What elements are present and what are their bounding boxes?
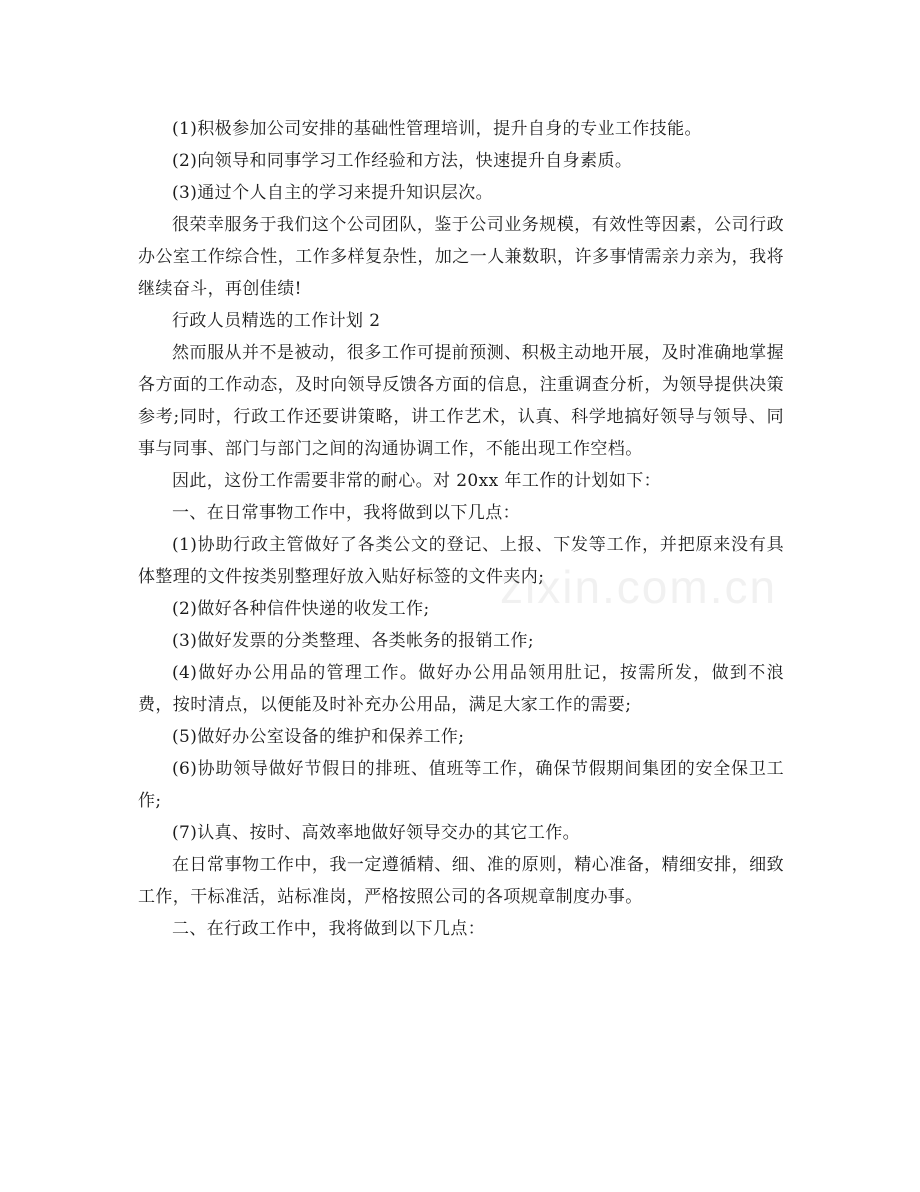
list-item-invoices: (3)做好发票的分类整理、各类帐务的报销工作;	[172, 631, 535, 651]
list-item-holiday-duty: (6)协助领导做好节假日的排班、值班等工作，确保节假期间集团的安全保卫工作;	[138, 759, 784, 811]
section-heading-plan-2: 行政人员精选的工作计划 2	[172, 311, 381, 331]
list-item-other-tasks: (7)认真、按时、高效率地做好领导交办的其它工作。	[172, 823, 581, 843]
heading-daily-affairs: 一、在日常事物工作中，我将做到以下几点：	[172, 503, 520, 523]
paragraph-daily-principles: 在日常事物工作中，我一定遵循精、细、准的原则，精心准备，精细安排，细致工作，干标准活，站标准岗，严格按照公司的各项规章制度办事。	[138, 855, 784, 907]
paragraph-self-study: (3)通过个人自主的学习来提升知识层次。	[172, 183, 494, 203]
heading-administrative-work: 二、在行政工作中，我将做到以下几点：	[172, 919, 486, 939]
list-item-documents: (1)协助行政主管做好了各类公文的登记、上报、下发等工作，并把原来没有具体整理的文件按类别整理好放入贴好标签的文件夹内;	[138, 535, 784, 587]
watermark: zixin.com.cn	[500, 561, 778, 613]
list-item-mail: (2)做好各种信件快递的收发工作;	[172, 599, 430, 619]
paragraph-closing-remarks: 很荣幸服务于我们这个公司团队，鉴于公司业务规模，有效性等因素，公司行政办公室工作综合性，工作多样复杂性，加之一人兼数职，许多事情需亲力亲为，我将继续奋斗，再创佳绩!	[138, 215, 784, 299]
paragraph-plan-intro: 因此，这份工作需要非常的耐心。对 20xx 年工作的计划如下：	[172, 471, 662, 491]
document-body	[138, 113, 784, 945]
list-item-equipment: (5)做好办公室设备的维护和保养工作;	[172, 727, 465, 747]
paragraph-training: (1)积极参加公司安排的基础性管理培训，提升自身的专业工作技能。	[172, 119, 702, 139]
list-item-office-supplies: (4)做好办公用品的管理工作。做好办公用品领用肚记，按需所发，做到不浪费，按时清点，以便能及时补充办公用品，满足大家工作的需要;	[138, 663, 784, 715]
paragraph-proactive-work: 然而服从并不是被动，很多工作可提前预测、积极主动地开展，及时准确地掌握各方面的工作动态，及时向领导反馈各方面的信息，注重调查分析，为领导提供决策参考;同时，行政工作还要讲策略，讲工作艺术，认真、科学地搞好领导与领导、同事与同事、部门与部门之间的沟通协调工作，不能出现工作空档。	[138, 343, 784, 459]
paragraph-learn-from-colleagues: (2)向领导和同事学习工作经验和方法，快速提升自身素质。	[172, 151, 633, 171]
